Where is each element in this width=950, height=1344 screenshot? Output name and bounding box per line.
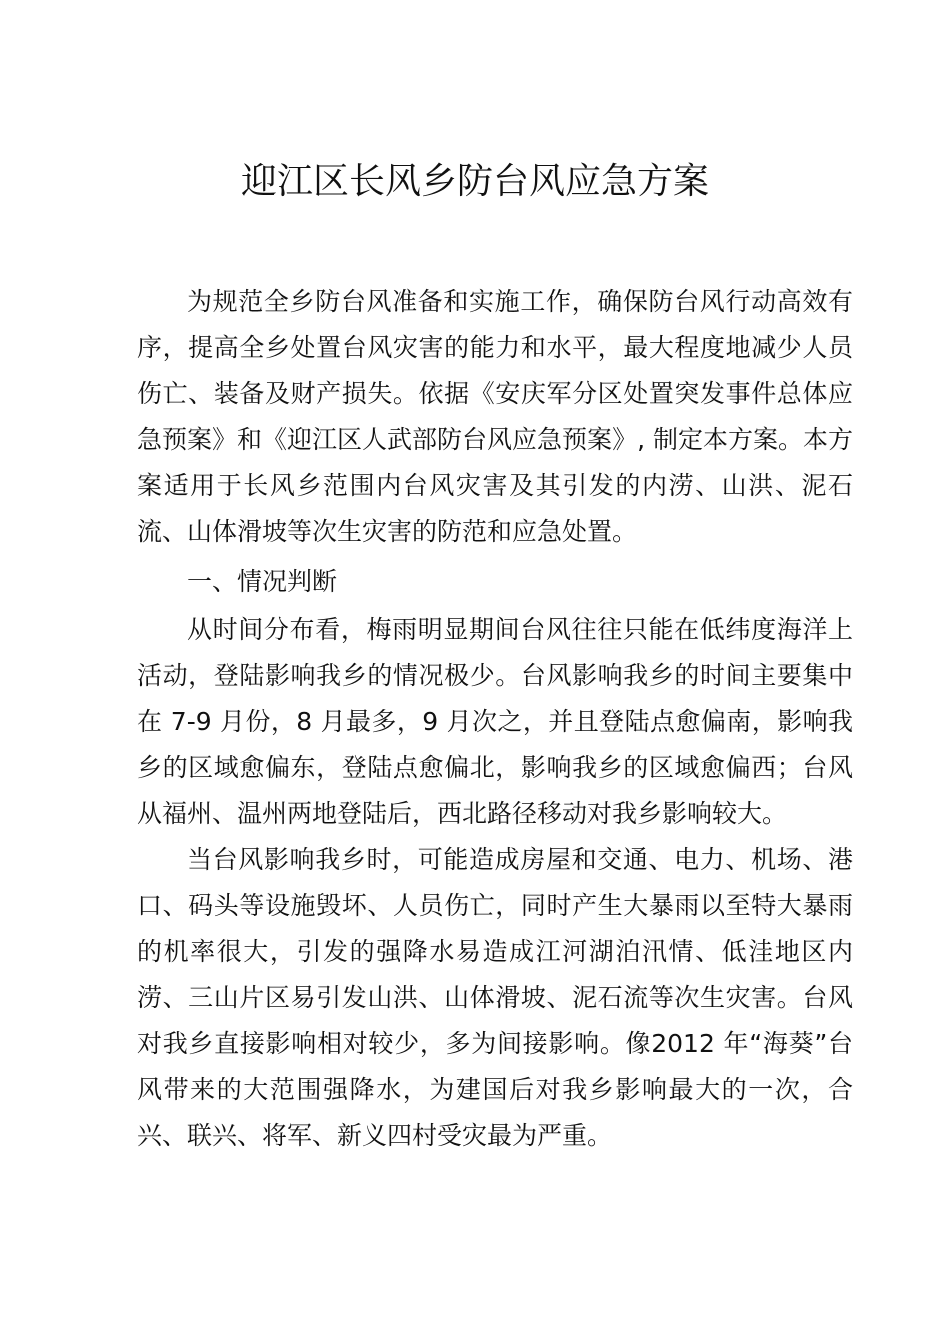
document-title: 迎江区长风乡防台风应急方案 — [240, 161, 709, 202]
section-heading-situation: 一、情况判断 — [187, 567, 338, 596]
situation-paragraph-1: 从时间分布看，梅雨明显期间台风往往只能在低纬度海洋上活动，登陆影响我乡的情况极少。台风影响我乡的时间主要集中在 7-9 月份，8 月最多，9 月次之，并且登陆点愈偏南，影响我乡的区域愈偏东，登陆点愈偏北，影响我乡的区域愈偏西；台风从福州、温州两地登陆后，西北路径移动对我乡影响较大。 — [137, 615, 853, 828]
intro-paragraph: 为规范全乡防台风准备和实施工作，确保防台风行动高效有序，提高全乡处置台风灾害的能力和水平，最大程度地减少人员伤亡、装备及财产损失。依据《安庆军分区处置突发事件总体应急预案》和《迎江区人武部防台风应急预案》, 制定本方案。本方案适用于长风乡范围内台风灾害及其引发的内涝、山洪、泥石流、山体滑坡等次生灾害的防范和应急处置。 — [137, 287, 853, 546]
situation-paragraph-2: 当台风影响我乡时，可能造成房屋和交通、电力、机场、港口、码头等设施毁坏、人员伤亡，同时产生大暴雨以至特大暴雨的机率很大，引发的强降水易造成江河湖泊汛情、低洼地区内涝、三山片区易引发山洪、山体滑坡、泥石流等次生灾害。台风对我乡直接影响相对较少，多为间接影响。像2012 年“海葵”台风带来的大范围强降水，为建国后对我乡影响最大的一次，合兴、联兴、将军、新义四村受灾最为严重。 — [137, 845, 853, 1150]
document-body — [137, 279, 853, 1159]
